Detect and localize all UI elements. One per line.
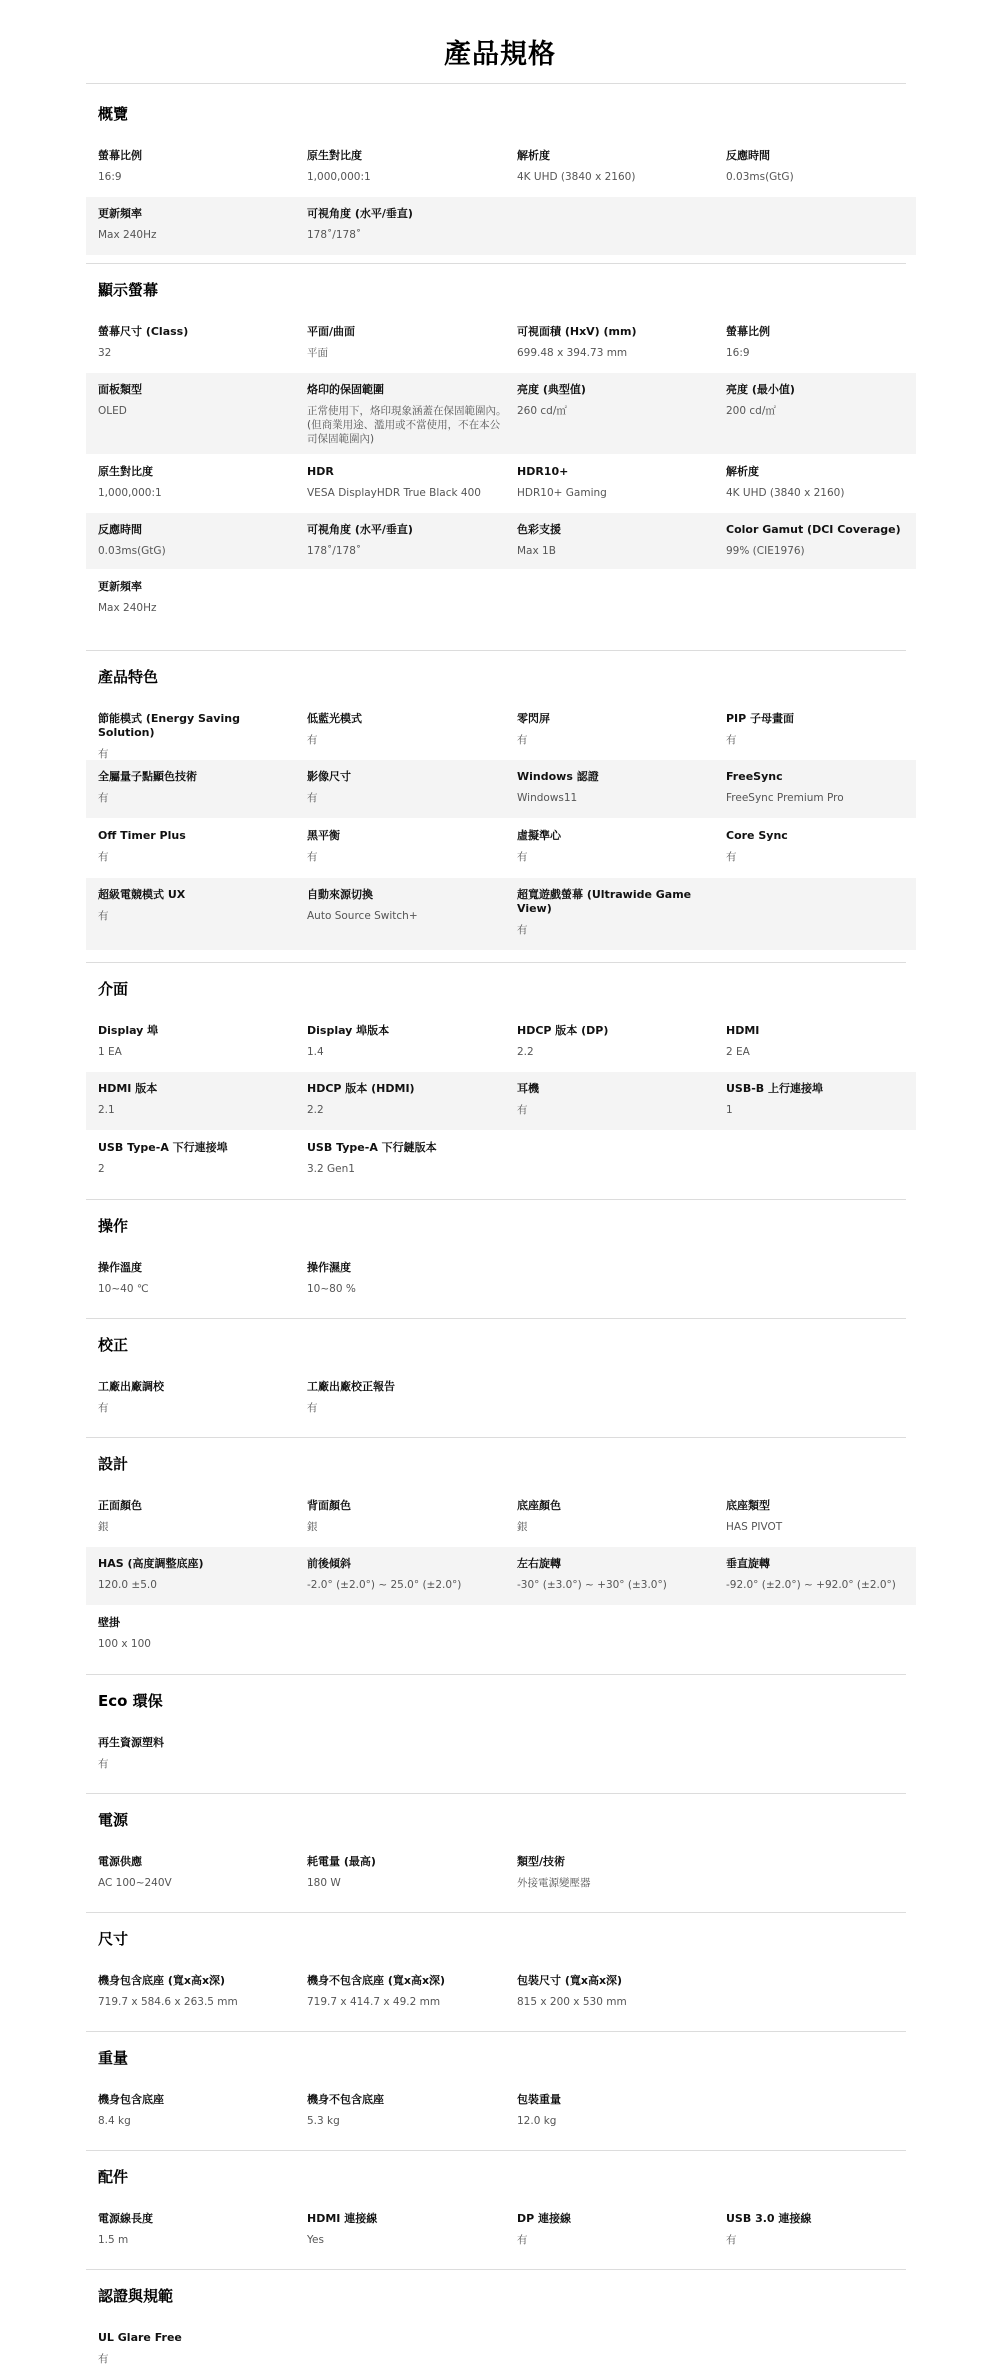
spec-item — [307, 888, 507, 923]
spec-value: 1.4 — [307, 1046, 324, 1058]
spec-value: 有 — [307, 1402, 318, 1414]
spec-section — [86, 2033, 916, 2151]
spec-item — [726, 1499, 911, 1534]
section-title: 設計 — [98, 1455, 129, 1473]
spec-label: FreeSync — [726, 770, 783, 783]
spec-row — [86, 1131, 916, 1188]
spec-label: 影像尺寸 — [307, 770, 351, 783]
spec-value: 1 — [726, 1104, 733, 1116]
spec-item — [307, 523, 507, 558]
spec-label: 零閃屏 — [517, 712, 550, 725]
spec-row — [86, 197, 916, 255]
spec-item — [517, 888, 717, 937]
spec-item — [307, 1082, 507, 1117]
section-divider — [86, 962, 906, 963]
spec-label: 原生對比度 — [98, 465, 153, 478]
spec-row — [86, 1014, 916, 1071]
spec-value: -2.0° (±2.0°) ~ 25.0° (±2.0°) — [307, 1579, 462, 1591]
spec-row — [86, 1606, 916, 1663]
spec-item — [307, 383, 507, 446]
spec-item — [98, 1557, 298, 1592]
spec-value: Max 240Hz — [98, 602, 157, 614]
spec-value: 260 cd/㎡ — [517, 405, 567, 417]
spec-item — [726, 1557, 911, 1592]
spec-item — [98, 1736, 298, 1771]
spec-label: 超寬遊戲螢幕 (Ultrawide Game View) — [517, 888, 692, 915]
section-divider — [86, 2031, 906, 2032]
spec-item — [98, 1380, 298, 1415]
section-title: 重量 — [98, 2049, 129, 2067]
spec-item — [307, 1557, 507, 1592]
spec-label: 低藍光模式 — [307, 712, 362, 725]
spec-label: 亮度 (最小值) — [726, 383, 795, 396]
section-title: 顯示螢幕 — [98, 281, 159, 299]
spec-label: USB Type-A 下行鏈版本 — [307, 1141, 437, 1154]
spec-value: 120.0 ±5.0 — [98, 1579, 157, 1591]
spec-row — [86, 2202, 916, 2259]
spec-item — [517, 2212, 717, 2247]
spec-value: 有 — [726, 734, 737, 746]
spec-label: Display 埠 — [98, 1024, 159, 1037]
spec-item — [307, 1261, 507, 1296]
spec-item — [726, 523, 911, 558]
spec-section — [86, 1201, 916, 1319]
spec-value: 699.48 x 394.73 mm — [517, 347, 628, 359]
section-divider — [86, 1437, 906, 1438]
spec-item — [726, 1082, 911, 1117]
spec-section — [86, 1676, 916, 1794]
section-title: 配件 — [98, 2168, 129, 2186]
spec-label: 操作濕度 — [307, 1261, 351, 1274]
spec-label: 底座顏色 — [517, 1499, 561, 1512]
spec-item — [98, 1855, 298, 1890]
spec-item — [726, 829, 911, 864]
spec-value: -92.0° (±2.0°) ~ +92.0° (±2.0°) — [726, 1579, 896, 1591]
spec-value: 99% (CIE1976) — [726, 545, 805, 557]
spec-value: 有 — [98, 2353, 109, 2365]
spec-row — [86, 702, 916, 759]
spec-row — [86, 1547, 916, 1605]
spec-item — [726, 2212, 911, 2247]
spec-value: 有 — [98, 1402, 109, 1414]
spec-section — [86, 652, 916, 963]
spec-value: 2 — [98, 1163, 105, 1175]
spec-item — [98, 2093, 298, 2128]
spec-item — [307, 1499, 507, 1534]
spec-row — [86, 139, 916, 196]
spec-label: 螢幕比例 — [98, 149, 142, 162]
spec-item — [98, 2212, 298, 2247]
spec-value: Auto Source Switch+ — [307, 910, 418, 922]
spec-label: 解析度 — [726, 465, 759, 478]
spec-item — [307, 2212, 507, 2247]
spec-label: 面板類型 — [98, 383, 142, 396]
spec-value: 銀 — [307, 1521, 318, 1533]
spec-item — [307, 1974, 507, 2009]
spec-label: 包裝重量 — [517, 2093, 561, 2106]
section-divider — [86, 2150, 906, 2151]
spec-item — [307, 1855, 507, 1890]
spec-item — [517, 325, 717, 360]
spec-value: 正常使用下，烙印現象涵蓋在保固範圍內。(但商業用途、濫用或不當使用，不在本公司保固範圍內) — [307, 405, 507, 445]
section-title: 尺寸 — [98, 1930, 129, 1948]
spec-value: 10~40 ℃ — [98, 1283, 149, 1295]
spec-value: 2 EA — [726, 1046, 750, 1058]
spec-value: 5.3 kg — [307, 2115, 340, 2127]
spec-label: HDCP 版本 (DP) — [517, 1024, 609, 1037]
section-divider — [86, 1318, 906, 1319]
section-divider — [86, 1793, 906, 1794]
spec-value: 有 — [307, 792, 318, 804]
spec-value: 10~80 % — [307, 1283, 356, 1295]
spec-label: Off Timer Plus — [98, 829, 186, 842]
spec-label: HDMI 版本 — [98, 1082, 158, 1095]
spec-row — [86, 1726, 916, 1783]
spec-value: 有 — [307, 851, 318, 863]
spec-item — [307, 465, 507, 500]
spec-label: 機身不包含底座 (寬x高x深) — [307, 1974, 446, 1987]
spec-value: 16:9 — [98, 171, 122, 183]
spec-item — [98, 465, 298, 500]
spec-value: FreeSync Premium Pro — [726, 792, 844, 804]
spec-value: Max 1B — [517, 545, 556, 557]
spec-value: OLED — [98, 405, 127, 417]
spec-item — [517, 523, 717, 558]
spec-value: 有 — [98, 792, 109, 804]
spec-label: 黑平衡 — [307, 829, 340, 842]
spec-label: 全屬量子點顯色技術 — [98, 770, 197, 783]
spec-item — [517, 1557, 717, 1592]
section-divider — [86, 263, 906, 264]
spec-label: USB Type-A 下行連接埠 — [98, 1141, 228, 1154]
section-title: 電源 — [98, 1811, 129, 1829]
spec-label: 耗電量 (最高) — [307, 1855, 376, 1868]
spec-value: 平面 — [307, 347, 328, 359]
top-divider — [86, 83, 906, 84]
spec-item — [517, 712, 717, 747]
spec-item — [517, 1499, 717, 1534]
spec-section — [86, 2271, 916, 2366]
spec-item — [98, 829, 298, 864]
spec-value: 有 — [726, 851, 737, 863]
spec-value: 外接電源變壓器 — [517, 1877, 591, 1889]
spec-label: HAS (高度調整底座) — [98, 1557, 204, 1570]
spec-item — [98, 1499, 298, 1534]
spec-item — [98, 1974, 298, 2009]
spec-label: 前後傾斜 — [307, 1557, 351, 1570]
spec-row — [86, 2321, 916, 2366]
section-title: 產品特色 — [98, 668, 159, 686]
spec-section — [86, 1795, 916, 1913]
spec-row — [86, 760, 916, 818]
spec-label: 平面/曲面 — [307, 325, 356, 338]
spec-label: 可視面積 (HxV) (mm) — [517, 325, 637, 338]
spec-label: 機身包含底座 (寬x高x深) — [98, 1974, 226, 1987]
spec-item — [726, 770, 911, 805]
spec-item — [726, 1024, 911, 1059]
section-title: 介面 — [98, 980, 129, 998]
spec-value: 3.2 Gen1 — [307, 1163, 355, 1175]
spec-label: 原生對比度 — [307, 149, 362, 162]
spec-label: USB 3.0 連接線 — [726, 2212, 812, 2225]
spec-item — [726, 712, 911, 747]
spec-value: Windows11 — [517, 792, 578, 804]
spec-section — [86, 1914, 916, 2032]
page-title: 產品規格 — [444, 39, 556, 70]
spec-row — [86, 878, 916, 950]
section-divider — [86, 1199, 906, 1200]
spec-label: PIP 子母畫面 — [726, 712, 795, 725]
spec-item — [98, 325, 298, 360]
spec-section — [86, 1439, 916, 1675]
section-divider — [86, 650, 906, 651]
spec-value: 2.2 — [307, 1104, 324, 1116]
spec-row — [86, 1489, 916, 1546]
spec-item — [307, 770, 507, 805]
spec-value: 32 — [98, 347, 112, 359]
spec-row — [86, 2083, 916, 2140]
spec-label: Windows 認證 — [517, 770, 599, 783]
section-divider — [86, 2269, 906, 2270]
spec-value: 1,000,000:1 — [307, 171, 371, 183]
spec-value: 0.03ms(GtG) — [98, 545, 166, 557]
spec-label: 背面顏色 — [307, 1499, 351, 1512]
spec-label: 螢幕尺寸 (Class) — [98, 325, 189, 338]
spec-row — [86, 570, 916, 627]
section-title: 概覽 — [98, 105, 129, 123]
spec-value: 719.7 x 414.7 x 49.2 mm — [307, 1996, 441, 2008]
spec-item — [98, 1616, 298, 1651]
spec-item — [517, 383, 717, 418]
section-title: 操作 — [98, 1217, 129, 1235]
spec-item — [98, 1082, 298, 1117]
spec-value: 0.03ms(GtG) — [726, 171, 794, 183]
spec-label: 電源線長度 — [98, 2212, 153, 2225]
spec-value: 1,000,000:1 — [98, 487, 162, 499]
spec-label: 反應時間 — [98, 523, 142, 536]
spec-row — [86, 1251, 916, 1308]
spec-label: 工廠出廠校正報告 — [307, 1380, 395, 1393]
spec-item — [517, 770, 717, 805]
section-divider — [86, 1674, 906, 1675]
spec-item — [98, 523, 298, 558]
section-title: 認證與規範 — [98, 2287, 174, 2305]
spec-item — [307, 149, 507, 184]
spec-row — [86, 373, 916, 454]
spec-value: Yes — [307, 2234, 324, 2246]
spec-item — [726, 383, 911, 418]
spec-label: HDMI — [726, 1024, 760, 1037]
spec-label: 再生資源塑料 — [98, 1736, 164, 1749]
spec-value: 16:9 — [726, 347, 750, 359]
spec-label: HDR10+ — [517, 465, 569, 478]
spec-value: 100 x 100 — [98, 1638, 151, 1650]
spec-label: HDMI 連接線 — [307, 2212, 378, 2225]
spec-value: AC 100~240V — [98, 1877, 172, 1889]
spec-label: Color Gamut (DCI Coverage) — [726, 523, 901, 536]
spec-item — [307, 712, 507, 747]
spec-label: 可視角度 (水平/垂直) — [307, 523, 413, 536]
spec-value: 4K UHD (3840 x 2160) — [517, 171, 636, 183]
spec-label: 左右旋轉 — [517, 1557, 561, 1570]
spec-value: 2.2 — [517, 1046, 534, 1058]
spec-item — [307, 325, 507, 360]
spec-item — [307, 1024, 507, 1059]
spec-label: 超級電競模式 UX — [98, 888, 186, 901]
spec-section — [86, 964, 916, 1200]
spec-item — [307, 207, 507, 242]
spec-label: 壁掛 — [98, 1616, 120, 1629]
spec-label: 機身包含底座 — [98, 2093, 164, 2106]
spec-value: 銀 — [517, 1521, 528, 1533]
spec-label: 自動來源切換 — [307, 888, 373, 901]
spec-value: 有 — [517, 924, 528, 936]
spec-label: 耳機 — [517, 1082, 539, 1095]
spec-item — [517, 2093, 717, 2128]
spec-label: 垂直旋轉 — [726, 1557, 770, 1570]
spec-value: 12.0 kg — [517, 2115, 557, 2127]
spec-value: 2.1 — [98, 1104, 115, 1116]
spec-label: USB-B 上行連接埠 — [726, 1082, 824, 1095]
spec-label: 烙印的保固範圍 — [307, 383, 384, 396]
spec-row — [86, 513, 916, 569]
spec-label: 包裝尺寸 (寬x高x深) — [517, 1974, 623, 1987]
spec-label: 反應時間 — [726, 149, 770, 162]
spec-value: 815 x 200 x 530 mm — [517, 1996, 627, 2008]
spec-item — [517, 1082, 717, 1117]
spec-label: HDR — [307, 465, 334, 478]
spec-value: 銀 — [98, 1521, 109, 1533]
spec-value: 有 — [98, 851, 109, 863]
spec-item — [98, 149, 298, 184]
spec-item — [98, 383, 298, 418]
spec-row — [86, 1845, 916, 1902]
spec-item — [517, 829, 717, 864]
spec-value: 有 — [98, 748, 109, 760]
spec-label: 機身不包含底座 — [307, 2093, 384, 2106]
spec-label: DP 連接線 — [517, 2212, 572, 2225]
spec-section — [86, 265, 916, 651]
spec-value: 有 — [98, 910, 109, 922]
spec-value: 180 W — [307, 1877, 341, 1889]
spec-item — [307, 1380, 507, 1415]
spec-value: 有 — [517, 1104, 528, 1116]
spec-label: 節能模式 (Energy Saving Solution) — [98, 712, 240, 739]
spec-label: 正面顏色 — [98, 1499, 142, 1512]
spec-row — [86, 1370, 916, 1427]
spec-value: 1 EA — [98, 1046, 122, 1058]
spec-value: 200 cd/㎡ — [726, 405, 776, 417]
spec-section — [86, 1320, 916, 1438]
spec-value: 有 — [517, 2234, 528, 2246]
spec-value: 4K UHD (3840 x 2160) — [726, 487, 845, 499]
spec-value: 有 — [517, 851, 528, 863]
spec-value: 1.5 m — [98, 2234, 129, 2246]
spec-value: HAS PIVOT — [726, 1521, 783, 1533]
spec-row — [86, 819, 916, 877]
spec-value: 有 — [98, 1758, 109, 1770]
spec-row — [86, 1964, 916, 2021]
spec-label: UL Glare Free — [98, 2331, 182, 2344]
spec-label: 更新頻率 — [98, 580, 142, 593]
spec-section — [86, 89, 916, 264]
spec-value: 有 — [726, 2234, 737, 2246]
spec-value: VESA DisplayHDR True Black 400 — [307, 487, 481, 499]
spec-label: 類型/技術 — [517, 1855, 566, 1868]
spec-label: 螢幕比例 — [726, 325, 770, 338]
spec-value: HDR10+ Gaming — [517, 487, 607, 499]
spec-item — [98, 712, 298, 761]
spec-label: 色彩支援 — [517, 523, 561, 536]
spec-item — [517, 1974, 717, 2009]
spec-label: Display 埠版本 — [307, 1024, 390, 1037]
spec-item — [726, 149, 911, 184]
spec-row — [86, 455, 916, 512]
spec-item — [98, 2331, 298, 2366]
spec-value: -30° (±3.0°) ~ +30° (±3.0°) — [517, 1579, 667, 1591]
spec-value: 有 — [517, 734, 528, 746]
spec-item — [98, 770, 298, 805]
spec-value: Max 240Hz — [98, 229, 157, 241]
section-title: 校正 — [98, 1336, 129, 1354]
spec-item — [98, 1141, 298, 1176]
spec-item — [98, 1261, 298, 1296]
spec-row — [86, 315, 916, 372]
spec-item — [307, 1141, 507, 1176]
spec-item — [98, 580, 298, 615]
spec-label: Core Sync — [726, 829, 788, 842]
spec-item — [98, 207, 298, 242]
spec-item — [517, 149, 717, 184]
spec-row — [86, 1072, 916, 1130]
spec-item — [517, 465, 717, 500]
spec-value: 有 — [307, 734, 318, 746]
spec-value: 178˚/178˚ — [307, 229, 362, 241]
section-divider — [86, 1912, 906, 1913]
spec-value: 8.4 kg — [98, 2115, 131, 2127]
spec-label: HDCP 版本 (HDMI) — [307, 1082, 415, 1095]
spec-item — [307, 829, 507, 864]
spec-label: 操作溫度 — [98, 1261, 142, 1274]
spec-item — [98, 1024, 298, 1059]
spec-item — [726, 325, 911, 360]
spec-label: 更新頻率 — [98, 207, 142, 220]
spec-item — [98, 888, 298, 923]
spec-label: 電源供應 — [98, 1855, 142, 1868]
spec-item — [307, 2093, 507, 2128]
spec-label: 虛擬準心 — [517, 829, 561, 842]
spec-value: 178˚/178˚ — [307, 545, 362, 557]
spec-section — [86, 2152, 916, 2270]
spec-item — [517, 1855, 717, 1890]
spec-item — [726, 465, 911, 500]
spec-label: 工廠出廠調校 — [98, 1380, 164, 1393]
spec-item — [517, 1024, 717, 1059]
spec-value: 719.7 x 584.6 x 263.5 mm — [98, 1996, 238, 2008]
spec-label: 底座類型 — [726, 1499, 770, 1512]
spec-label: 解析度 — [517, 149, 550, 162]
spec-label: 亮度 (典型值) — [517, 383, 586, 396]
spec-label: 可視角度 (水平/垂直) — [307, 207, 413, 220]
section-title: Eco 環保 — [98, 1692, 163, 1710]
